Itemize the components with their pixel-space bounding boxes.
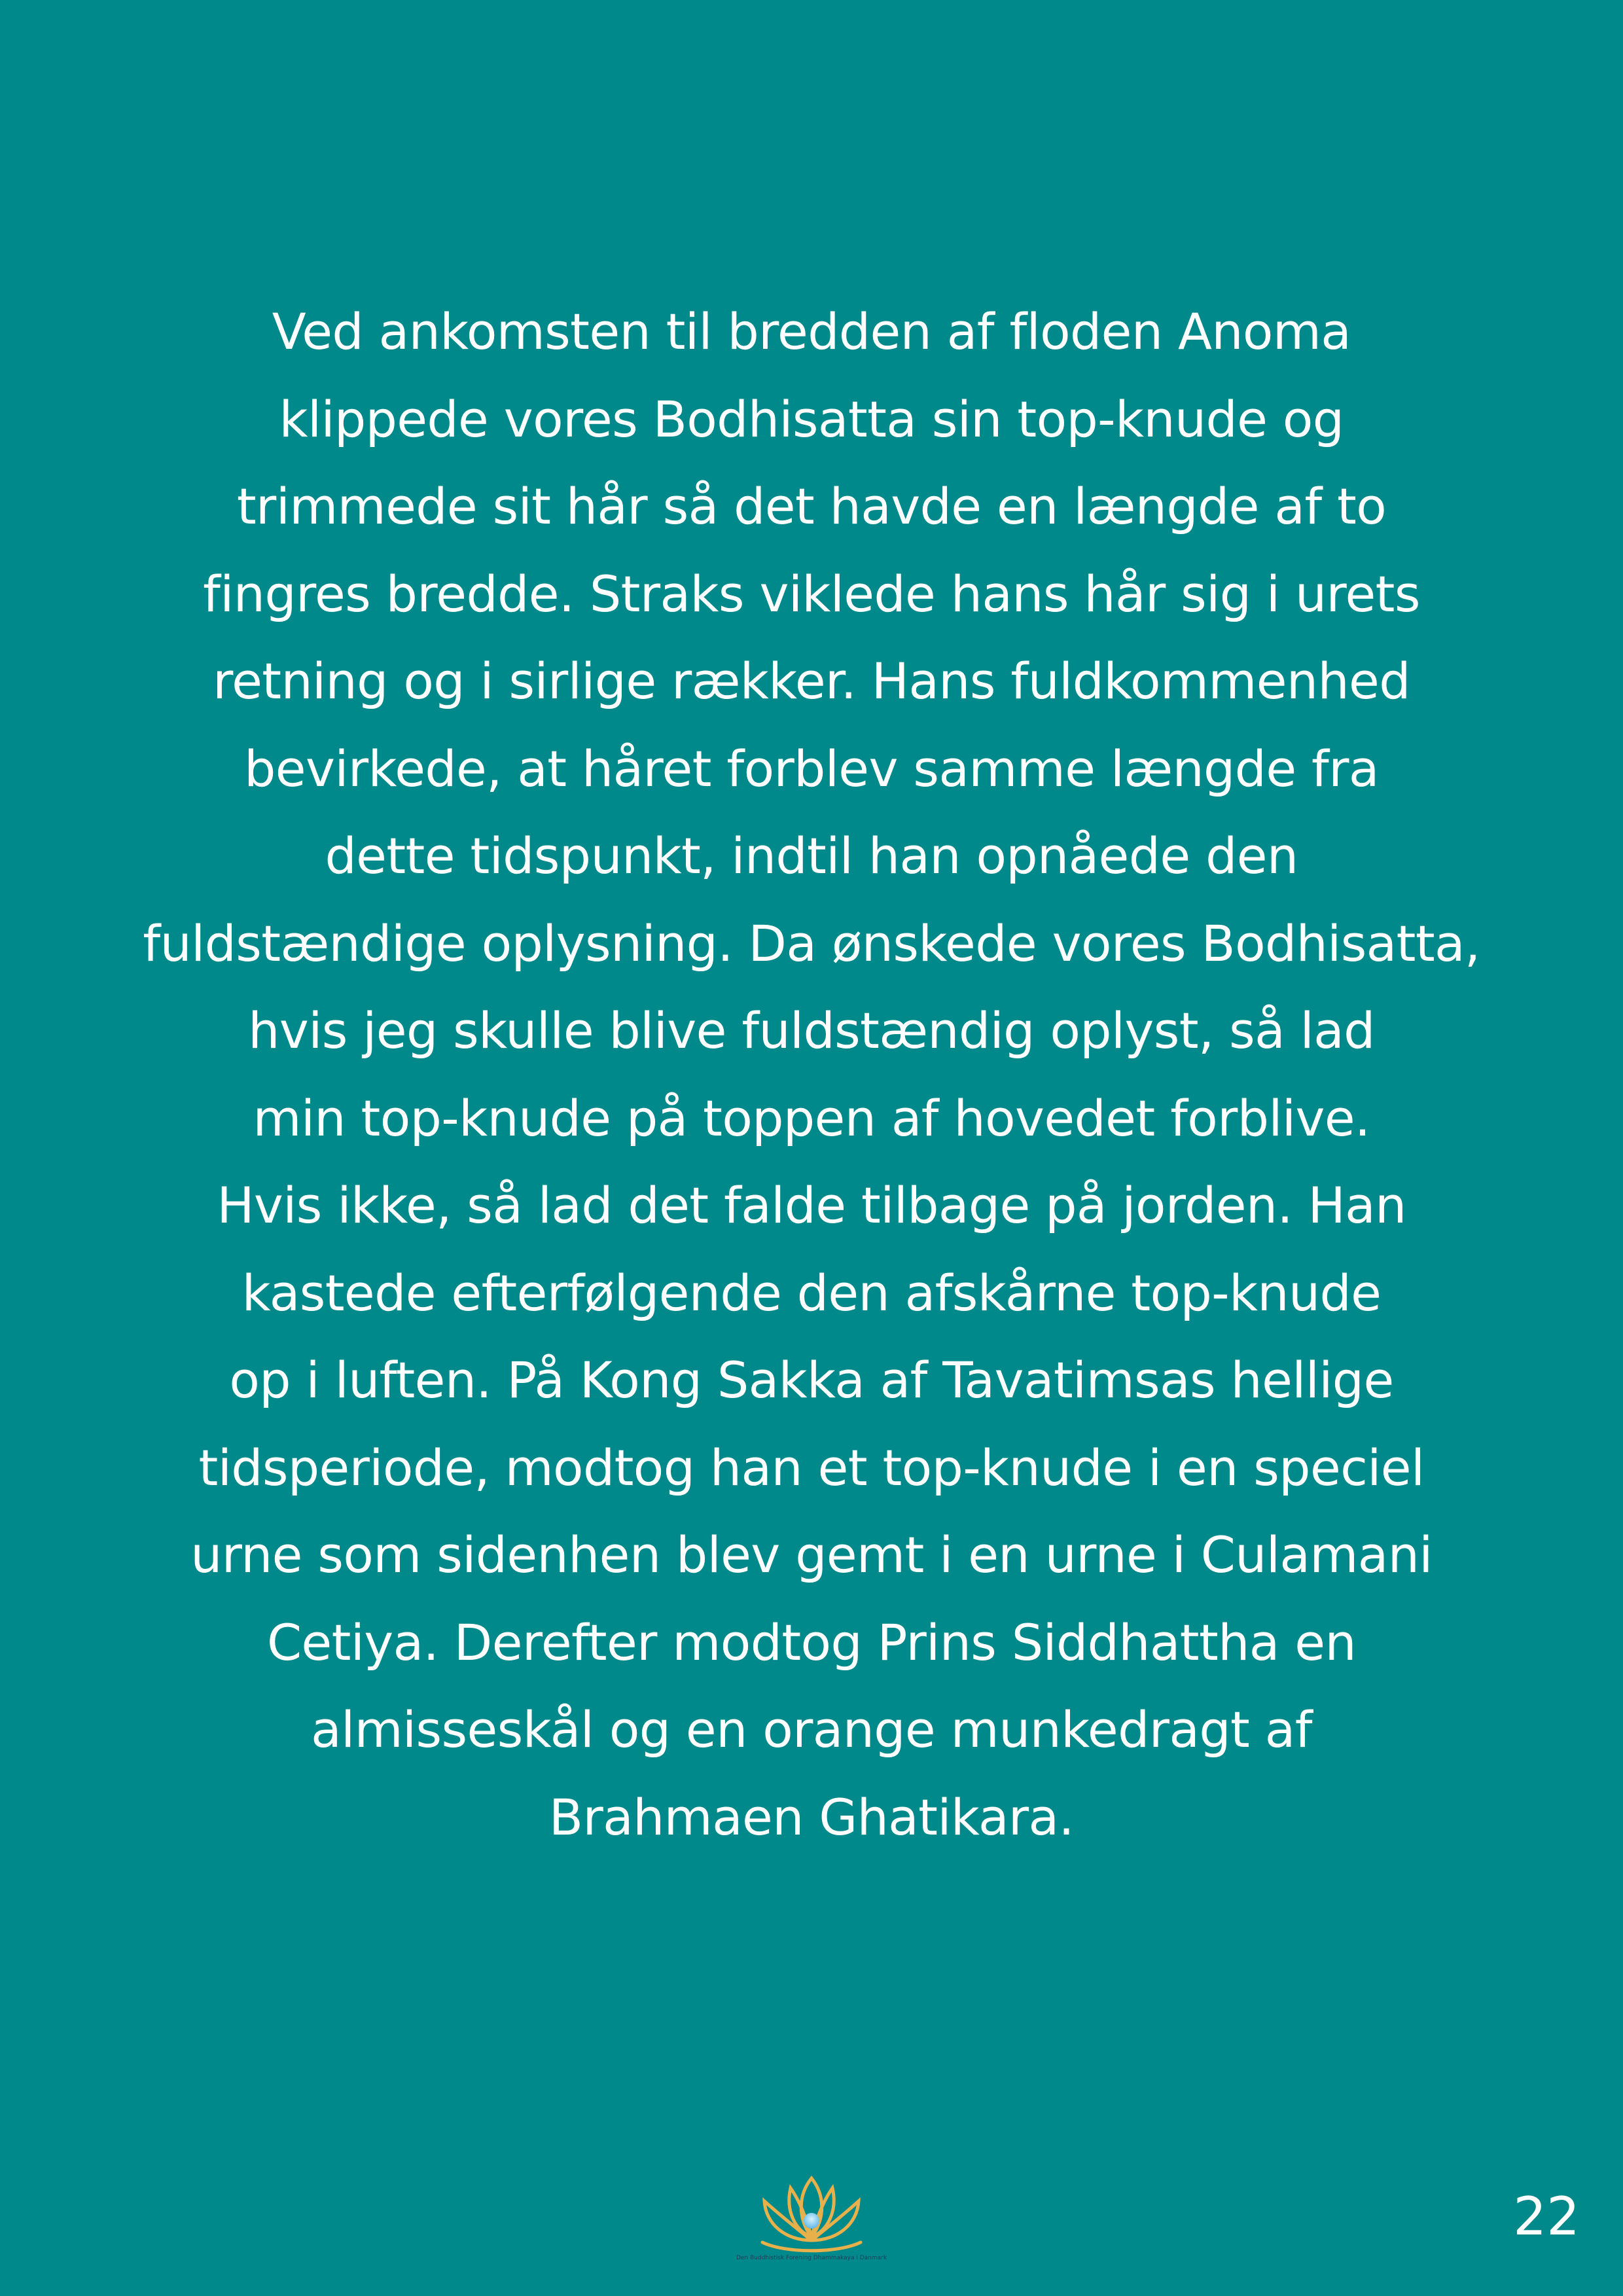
text-line: dette tidspunkt, indtil han opnåede den: [325, 827, 1298, 885]
text-line: trimmede sit hår så det havde en længde af to: [236, 477, 1387, 535]
text-line: Hvis ikke, så lad det falde tilbage på jorden. Han: [217, 1176, 1406, 1234]
text-line: min top-knude på toppen af hovedet forblive.: [253, 1088, 1370, 1147]
text-line: Cetiya. Derefter modtog Prins Siddhattha en: [266, 1613, 1357, 1672]
text-line: urne som sidenhen blev gemt i en urne i Culamani: [190, 1526, 1433, 1584]
lotus-icon: [746, 2165, 877, 2270]
text-line: klippede vores Bodhisatta sin top-knude og: [279, 389, 1344, 448]
logo-caption: Den Buddhistisk Forening Dhammakaya i Danmark: [736, 2255, 887, 2261]
page-number: 22: [1513, 2186, 1580, 2247]
text-line: op i luften. På Kong Sakka af Tavatimsas hellige: [229, 1351, 1394, 1409]
text-line: hvis jeg skulle blive fuldstændig oplyst, så lad: [248, 1001, 1375, 1060]
text-line: kastede efterfølgende den afskårne top-knude: [241, 1263, 1382, 1322]
text-line: fuldstændige oplysning. Da ønskede vores Bodhisatta,: [143, 914, 1480, 973]
text-line: retning og i sirlige rækker. Hans fuldkommenhed: [213, 652, 1410, 710]
text-line: Ved ankomsten til bredden af floden Anoma: [272, 302, 1351, 361]
text-line: bevirkede, at håret forblev samme længde fra: [244, 739, 1379, 798]
body-paragraph: [79, 288, 1544, 1861]
text-line: fingres bredde. Straks viklede hans hår sig i urets: [203, 564, 1420, 623]
text-line: tidsperiode, modtog han et top-knude i en speciel: [198, 1438, 1425, 1497]
text-line: Brahmaen Ghatikara.: [548, 1787, 1075, 1846]
text-line: almisseskål og en orange munkedragt af: [311, 1700, 1312, 1759]
